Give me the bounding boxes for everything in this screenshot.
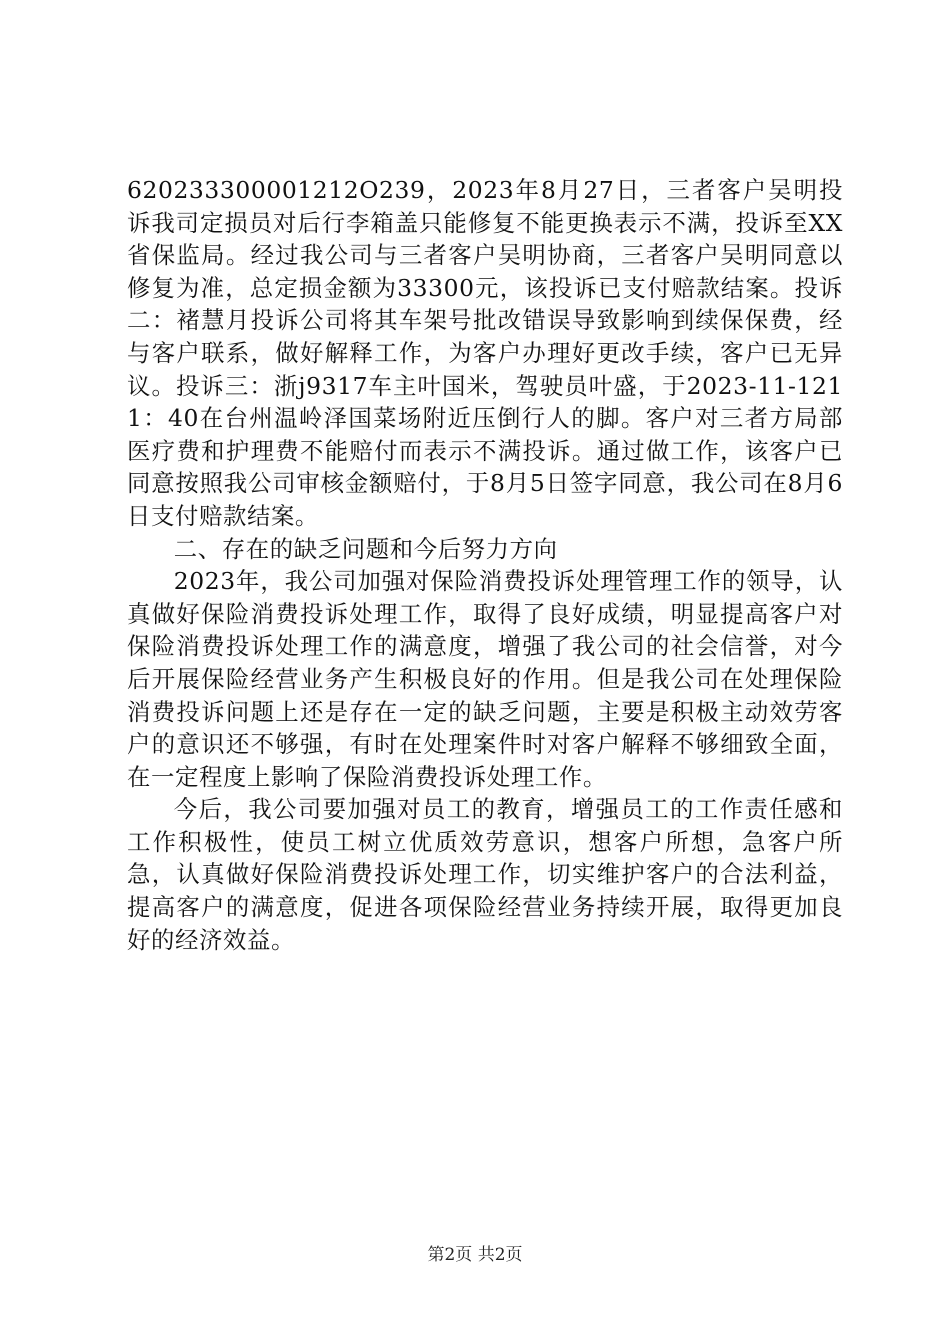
paragraph-complaints: 620233300001212O239，2023年8月27日，三者客户吴明投诉我司定损员对后行李箱盖只能修复不能更换表示不满，投诉至XX省保监局。经过我公司与三者客户吴明协商，三者客户吴明同意以修复为准，总定损金额为33300元，该投诉已支付赔款结案。投诉二：褚慧月投诉公司将其车架号批改错误导致影响到续保保费，经与客户联系，做好解释工作，为客户办理好更改手续，客户已无异议。投诉三：浙j9317车主叶国米，驾驶员叶盛，于2023-11-1211：40在台州温岭泽国菜场附近压倒行人的脚。客户对三者方局部医疗费和护理费不能赔付而表示不满投诉。通过做工作，该客户已同意按照我公司审核金额赔付，于8月5日签字同意，我公司在8月6日支付赔款结案。 xyxy=(127,176,843,530)
section-heading: 二、存在的缺乏问题和今后努力方向 xyxy=(173,534,558,563)
paragraph-summary: 2023年，我公司加强对保险消费投诉处理管理工作的领导，认真做好保险消费投诉处理工作，取得了良好成绩，明显提高客户对保险消费投诉处理工作的满意度，增强了我公司的社会信誉，对今后开展保险经营业务产生积极良好的作用。但是我公司在处理保险消费投诉问题上还是存在一定的缺乏问题，主要是积极主动效劳客户的意识还不够强，有时在处理案件时对客户解释不够细致全面，在一定程度上影响了保险消费投诉处理工作。 xyxy=(127,567,843,791)
document-body xyxy=(127,174,843,956)
paragraph-future: 今后，我公司要加强对员工的教育，增强员工的工作责任感和工作积极性，使员工树立优质效劳意识，想客户所想，急客户所急，认真做好保险消费投诉处理工作，切实维护客户的合法利益，提高客户的满意度，促进各项保险经营业务持续开展，取得更加良好的经济效益。 xyxy=(127,795,843,954)
page-footer: 第2页 共2页 xyxy=(427,1245,523,1265)
